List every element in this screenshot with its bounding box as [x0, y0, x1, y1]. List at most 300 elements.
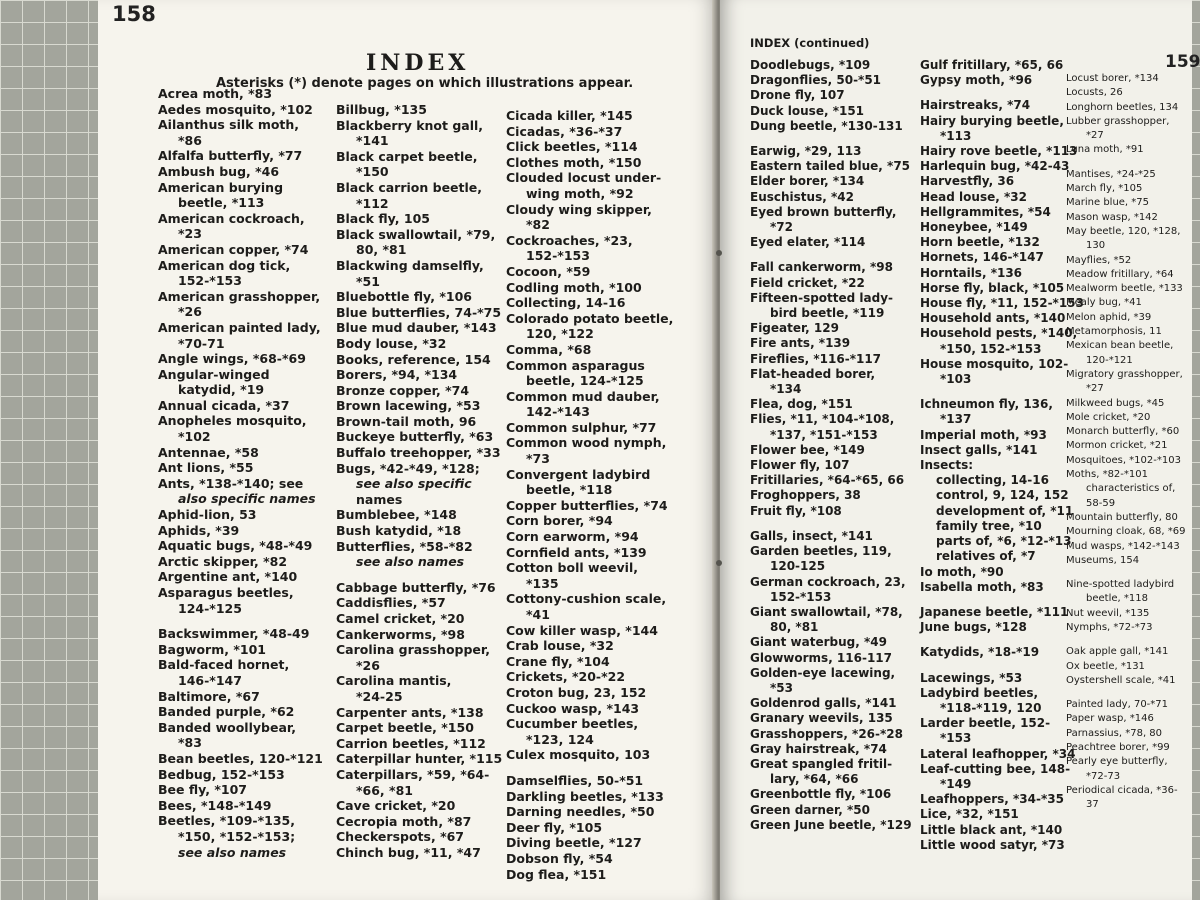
index-entry: May beetle, 120, *128, — [1066, 225, 1181, 237]
index-entry: Cornfield ants, *139 — [506, 544, 647, 560]
index-entry: Codling moth, *100 — [506, 279, 642, 295]
index-entry: Giant waterbug, *49 — [750, 635, 887, 650]
index-entry: 37 — [1086, 799, 1099, 811]
index-entry: Deer fly, *105 — [506, 819, 603, 835]
index-entry: Mormon cricket, *21 — [1066, 440, 1168, 452]
index-entry: Butterflies, *58-*82 — [336, 538, 473, 554]
index-entry: Fifteen-spotted lady- — [750, 290, 894, 305]
index-entry: Galls, insect, *141 — [750, 528, 873, 543]
index-entry: Bumblebee, *148 — [336, 507, 457, 523]
index-entry: Gulf fritillary, *65, 66 — [920, 58, 1064, 72]
index-entry: Brown lacewing, *53 — [336, 398, 481, 414]
index-entry: American dog tick, — [158, 257, 291, 273]
index-entry: Museums, 154 — [1066, 554, 1140, 566]
index-entry: Mountain butterfly, 80 — [1066, 511, 1178, 523]
index-entry: Isabella moth, *83 — [920, 579, 1044, 594]
index-entry: Ambush bug, *46 — [158, 163, 280, 179]
index-entry: Comma, *68 — [506, 341, 592, 357]
index-entry: Doodlebugs, *109 — [750, 58, 871, 72]
index-entry: Insects: — [920, 458, 974, 473]
index-entry: Lateral leafhopper, *34 — [920, 746, 1076, 761]
index-entry: Cockroaches, *23, — [506, 232, 633, 248]
index-entry: 130 — [1086, 240, 1106, 252]
index-entry: Cave cricket, *20 — [336, 798, 456, 814]
index-entry: Common wood nymph, — [506, 435, 667, 451]
index-entry: Baltimore, *67 — [158, 688, 260, 704]
index-entry: Ox beetle, *131 — [1066, 660, 1145, 672]
index-entry: 80, *81 — [356, 242, 407, 258]
index-entry: *72-73 — [1086, 770, 1121, 782]
index-entry: June bugs, *128 — [920, 620, 1027, 635]
index-entry: Bronze copper, *74 — [336, 382, 470, 398]
index-entry: Hairy burying beetle, — [920, 113, 1064, 128]
index-entry: see also names — [178, 844, 287, 860]
index-entry: *113 — [940, 128, 972, 143]
index-entry: Household ants, *140 — [920, 311, 1066, 326]
index-entry: German cockroach, 23, — [750, 574, 906, 589]
index-entry: Damselflies, 50-*51 — [506, 772, 644, 788]
index-entry: Horntails, *136 — [920, 265, 1023, 280]
right-page-number: 159 — [1165, 52, 1200, 72]
index-entry: Greenbottle fly, *106 — [750, 787, 892, 802]
section-gap — [1066, 635, 1191, 645]
index-entry: Bagworm, *101 — [158, 641, 266, 657]
index-entry: Crane fly, *104 — [506, 653, 610, 669]
index-entry: Colorado potato beetle, — [506, 310, 674, 326]
index-entry: Dog flea, *151 — [506, 866, 607, 882]
index-column — [336, 102, 504, 861]
index-entry: Io moth, *90 — [920, 564, 1004, 579]
index-entry: Banded purple, *62 — [158, 704, 295, 720]
index-entry: Blue mud dauber, *143 — [336, 320, 497, 336]
index-column — [506, 108, 711, 882]
index-entry: Carpenter ants, *138 — [336, 704, 484, 720]
index-entry: 58-59 — [1086, 497, 1116, 509]
index-entry: Euschistus, *42 — [750, 189, 854, 204]
index-entry: Alfalfa butterfly, *77 — [158, 148, 303, 164]
index-entry: Flower bee, *149 — [750, 442, 865, 457]
index-entry: Croton bug, 23, 152 — [506, 684, 647, 700]
index-entry: Peachtree borer, *99 — [1066, 742, 1170, 754]
index-entry: Mayflies, *52 — [1066, 254, 1132, 266]
index-entry: Migratory grasshopper, — [1066, 368, 1183, 380]
index-entry: Locust borer, *134 — [1066, 73, 1159, 84]
index-entry: Imperial moth, *93 — [920, 427, 1047, 442]
index-entry: Backswimmer, *48-49 — [158, 626, 310, 642]
index-entry: Mantises, *24-*25 — [1066, 168, 1156, 180]
index-entry: Borers, *94, *134 — [336, 367, 458, 383]
index-entry: Household pests, *140, — [920, 326, 1078, 341]
index-entry: *66, *81 — [356, 782, 413, 798]
index-entry: American cockroach, — [158, 210, 305, 226]
index-entry: Corn earworm, *94 — [506, 529, 639, 545]
index-entry: *137 — [940, 412, 972, 427]
index-entry: Diving beetle, *127 — [506, 835, 642, 851]
index-entry: Green darner, *50 — [750, 802, 870, 817]
index-entry: Collecting, 14-16 — [506, 295, 626, 311]
index-entry: *24-25 — [356, 688, 403, 704]
index-entry: Bluebottle fly, *106 — [336, 289, 472, 305]
index-entry: Clothes moth, *150 — [506, 154, 642, 170]
index-entry: Cocoon, *59 — [506, 263, 591, 279]
index-entry: Flat-headed borer, — [750, 366, 876, 381]
section-gap — [920, 661, 1062, 671]
index-entry: Field cricket, *22 — [750, 275, 865, 290]
index-entry: Cow killer wasp, *144 — [506, 622, 658, 638]
index-entry: collecting, 14-16 — [936, 473, 1049, 488]
section-gap — [1066, 688, 1191, 698]
index-entry: Acrea moth, *83 — [158, 86, 273, 101]
index-entry: Common sulphur, *77 — [506, 419, 657, 435]
index-entry: *41 — [526, 607, 550, 622]
index-entry: Bees, *148-*149 — [158, 797, 272, 813]
index-entry: House fly, *11, 152-*153 — [920, 296, 1084, 311]
section-gap — [506, 763, 711, 773]
index-entry: Crab louse, *32 — [506, 638, 614, 654]
index-entry: *150, *152-*153; — [178, 828, 296, 844]
index-entry: Garden beetles, 119, — [750, 544, 892, 559]
index-entry: Argentine ant, *140 — [158, 569, 298, 585]
index-entry: Caterpillar hunter, *115 — [336, 751, 503, 767]
index-entry: *27 — [1086, 383, 1104, 395]
index-entry: Cuckoo wasp, *143 — [506, 700, 640, 716]
index-entry: Caddisflies, *57 — [336, 595, 446, 611]
index-entry: Cabbage butterfly, *76 — [336, 579, 496, 595]
index-entry: Chinch bug, *11, *47 — [336, 844, 481, 860]
index-entry: Locusts, 26 — [1066, 87, 1123, 99]
index-entry: Horn beetle, *132 — [920, 235, 1040, 250]
index-entry: 142-*143 — [526, 404, 590, 420]
index-entry: Flea, dog, *151 — [750, 397, 853, 412]
index-entry: Little black ant, *140 — [920, 822, 1063, 837]
section-gap — [920, 635, 1062, 645]
index-entry: Marine blue, *75 — [1066, 197, 1150, 209]
index-entry: 152-*153 — [770, 589, 832, 604]
index-entry: Camel cricket, *20 — [336, 611, 465, 626]
section-gap — [1066, 158, 1191, 168]
index-entry: Eyed brown butterfly, — [750, 204, 897, 219]
index-entry: Goldenrod galls, *141 — [750, 696, 897, 711]
index-entry: relatives of, *7 — [936, 549, 1036, 564]
index-entry: Giant swallowtail, *78, — [750, 604, 903, 619]
index-entry: Grasshoppers, *26-*28 — [750, 726, 903, 741]
index-entry: Anopheles mosquito, — [158, 413, 307, 429]
index-column — [158, 86, 333, 860]
index-entry: Corn borer, *94 — [506, 513, 613, 529]
index-entry: *73 — [526, 451, 550, 467]
index-entry: American painted lady, — [158, 319, 321, 335]
index-entry: Dobson fly, *54 — [506, 850, 613, 866]
index-entry: Moths, *82-*101 — [1066, 469, 1148, 481]
index-entry: Caterpillars, *59, *64- — [336, 766, 490, 782]
index-entry: Oak apple gall, *141 — [1066, 646, 1169, 658]
index-entry: Luna moth, *91 — [1066, 144, 1144, 156]
index-entry: Mason wasp, *142 — [1066, 211, 1158, 223]
index-entry: Copper butterflies, *74 — [506, 497, 668, 513]
index-entry: *150 — [356, 164, 389, 180]
index-entry: *123, 124 — [526, 731, 594, 747]
index-entry: *137, *151-*153 — [770, 427, 878, 442]
index-entry: Katydids, *18-*19 — [920, 645, 1040, 660]
index-entry: Hairstreaks, *74 — [920, 98, 1031, 113]
index-entry: Brown-tail moth, 96 — [336, 413, 477, 429]
index-entry: Melon aphid, *39 — [1066, 311, 1152, 323]
index-entry: Little wood satyr, *73 — [920, 837, 1065, 852]
index-entry: Oystershell scale, *41 — [1066, 674, 1176, 686]
index-entry: Flies, *11, *104-*108, — [750, 412, 895, 427]
index-entry: Granary weevils, 135 — [750, 711, 893, 726]
index-entry: beetle, 124-*125 — [526, 373, 644, 389]
section-gap — [158, 616, 333, 626]
index-entry: Hornets, 146-*147 — [920, 250, 1044, 265]
index-entry: Buckeye butterfly, *63 — [336, 429, 494, 445]
index-entry: Mole cricket, *20 — [1066, 411, 1151, 423]
index-entry: Froghoppers, 38 — [750, 488, 861, 503]
index-entry: Carolina mantis, — [336, 673, 452, 689]
index-entry: Common mud dauber, — [506, 388, 660, 404]
index-entry: see also names — [356, 554, 465, 570]
index-entry: *53 — [770, 680, 793, 695]
index-entry: Fire ants, *139 — [750, 336, 851, 351]
index-entry: Flower fly, 107 — [750, 458, 850, 473]
index-entry: Head louse, *32 — [920, 189, 1027, 204]
index-entry: Culex mosquito, 103 — [506, 747, 651, 763]
index-column — [750, 58, 915, 833]
index-column — [920, 58, 1084, 853]
index-entry: names — [356, 491, 403, 507]
index-entry: American grasshopper, — [158, 288, 321, 304]
index-note: Asterisks (*) denote pages on which illustrations appear. — [216, 76, 634, 91]
index-entry: Click beetles, *114 — [506, 139, 638, 155]
index-entry: American burying — [158, 179, 284, 195]
index-entry: Leafhoppers, *34-*35 — [920, 792, 1064, 807]
index-entry: Dragonflies, 50-*51 — [750, 73, 882, 88]
index-entry: Bald-faced hornet, — [158, 657, 290, 673]
index-entry: *102 — [178, 429, 211, 445]
left-page — [98, 0, 718, 900]
index-entry: *23 — [178, 226, 202, 242]
binding-staple — [716, 560, 722, 566]
index-entry: Golden-eye lacewing, — [750, 665, 896, 680]
index-entry: Darning needles, *50 — [506, 804, 655, 820]
index-entry: *83 — [178, 735, 202, 751]
index-entry: Aphid-lion, 53 — [158, 507, 257, 523]
index-entry: Buffalo treehopper, *33 — [336, 445, 501, 461]
index-entry: see also specific — [356, 476, 472, 492]
index-entry: Black swallowtail, *79, — [336, 226, 496, 242]
index-entry: *72 — [770, 220, 793, 235]
index-entry: Parnassius, *78, 80 — [1066, 727, 1163, 739]
index-entry: Harvestfly, 36 — [920, 174, 1015, 189]
index-entry: Green June beetle, *129 — [750, 817, 912, 832]
index-entry: Gypsy moth, *96 — [920, 73, 1033, 88]
left-page-number: 158 — [112, 2, 156, 26]
index-entry: bird beetle, *119 — [770, 306, 885, 321]
index-entry: Fruit fly, *108 — [750, 503, 842, 518]
index-entry: *112 — [356, 195, 389, 211]
index-entry: *153 — [940, 731, 972, 746]
index-entry: Great spangled fritil- — [750, 756, 893, 771]
index-entry: *103 — [940, 372, 972, 387]
index-entry: Aphids, *39 — [158, 522, 240, 538]
index-entry: Bedbug, 152-*153 — [158, 766, 285, 782]
index-entry: Mourning cloak, 68, *69 — [1066, 526, 1186, 538]
index-entry: March fly, *105 — [1066, 183, 1143, 195]
index-entry: Earwig, *29, 113 — [750, 144, 862, 159]
index-entry: Hairy rove beetle, *113 — [920, 144, 1078, 159]
index-entry: Books, reference, 154 — [336, 351, 491, 367]
index-entry: Aedes mosquito, *102 — [158, 101, 313, 117]
index-entry: Mealworm beetle, *133 — [1066, 283, 1183, 295]
index-entry: beetle, *118 — [526, 482, 613, 498]
index-entry: Figeater, 129 — [750, 321, 839, 336]
index-entry: Angle wings, *68-*69 — [158, 351, 306, 367]
index-entry: Blue butterflies, 74-*75 — [336, 304, 502, 320]
index-entry: Glowworms, 116-117 — [750, 650, 893, 665]
index-entry: Ant lions, *55 — [158, 460, 254, 476]
index-entry: Honeybee, *149 — [920, 220, 1028, 235]
index-entry: Nine-spotted ladybird — [1066, 579, 1175, 591]
index-entry: Pearly eye butterfly, — [1066, 756, 1168, 768]
index-title: INDEX — [366, 50, 470, 76]
index-entry: Cankerworms, *98 — [336, 626, 465, 642]
index-entry: Mealy bug, *41 — [1066, 297, 1142, 309]
index-entry: Ants, *138-*140; see — [158, 475, 304, 491]
index-entry: Mosquitoes, *102-*103 — [1066, 454, 1181, 466]
index-entry: Ichneumon fly, 136, — [920, 397, 1053, 412]
index-entry: Angular-winged — [158, 366, 270, 382]
index-entry: Cicadas, *36-*37 — [506, 123, 623, 139]
index-entry: Aquatic bugs, *48-*49 — [158, 538, 313, 554]
index-entry: Ladybird beetles, — [920, 685, 1039, 700]
index-entry: *134 — [770, 382, 802, 397]
index-entry: *70-71 — [178, 335, 225, 351]
index-entry: Crickets, *20-*22 — [506, 669, 626, 685]
index-entry: Eyed elater, *114 — [750, 235, 866, 250]
section-gap — [750, 519, 915, 529]
index-entry: Leaf-cutting bee, 148- — [920, 761, 1071, 776]
index-entry: Asparagus beetles, — [158, 585, 294, 600]
index-entry: House mosquito, 102- — [920, 356, 1069, 371]
index-entry: Insect galls, *141 — [920, 442, 1038, 457]
index-entry: beetle, *113 — [178, 195, 265, 211]
index-entry: Duck louse, *151 — [750, 103, 865, 118]
index-entry: *150, 152-*153 — [940, 341, 1042, 356]
index-entry: Meadow fritillary, *64 — [1066, 268, 1174, 280]
index-entry: Eastern tailed blue, *75 — [750, 159, 911, 174]
index-entry: Black carpet beetle, — [336, 148, 478, 164]
index-entry: 152-*153 — [178, 273, 242, 289]
index-entry: lary, *64, *66 — [770, 772, 859, 787]
index-entry: Hellgrammites, *54 — [920, 204, 1051, 219]
index-entry: Drone fly, 107 — [750, 88, 845, 103]
index-entry: Cecropia moth, *87 — [336, 813, 472, 829]
index-entry: *26 — [178, 304, 202, 320]
index-entry: Black carrion beetle, — [336, 179, 483, 195]
index-entry: Carolina grasshopper, — [336, 642, 490, 658]
index-entry: *86 — [178, 132, 202, 148]
index-entry: Dung beetle, *130-131 — [750, 118, 903, 133]
section-gap — [920, 88, 1062, 98]
index-entry: Nut weevil, *135 — [1066, 607, 1150, 619]
index-entry: Lubber grasshopper, — [1066, 115, 1170, 127]
index-entry: Cotton boll weevil, — [506, 560, 638, 576]
binding-staple — [716, 250, 722, 256]
index-entry: *51 — [356, 273, 380, 289]
index-entry: Black fly, 105 — [336, 211, 430, 227]
index-entry: 120, *122 — [526, 326, 594, 342]
index-entry: Banded woollybear, — [158, 719, 296, 735]
index-entry: 152-*153 — [526, 248, 590, 264]
index-entry: Nymphs, *72-*73 — [1066, 621, 1153, 633]
index-entry: Bean beetles, 120-*121 — [158, 750, 323, 766]
index-entry: Cucumber beetles, — [506, 716, 639, 732]
index-entry: Gray hairstreak, *74 — [750, 741, 887, 756]
index-entry: 146-*147 — [178, 672, 242, 688]
index-entry: Cicada killer, *145 — [506, 108, 633, 123]
index-entry: beetle, *118 — [1086, 593, 1148, 605]
index-entry: also specific names — [178, 491, 316, 507]
index-entry: *149 — [940, 776, 972, 791]
index-entry: Japanese beetle, *111 — [920, 604, 1069, 619]
index-entry: katydid, *19 — [178, 382, 265, 398]
index-entry: Fireflies, *116-*117 — [750, 351, 882, 366]
index-entry: Darkling beetles, *133 — [506, 788, 664, 804]
section-gap — [920, 595, 1062, 605]
index-entry: Cloudy wing skipper, — [506, 201, 652, 217]
section-gap — [336, 570, 504, 580]
index-entry: Common asparagus — [506, 357, 645, 373]
index-entry: Billbug, *135 — [336, 102, 427, 117]
index-entry: *141 — [356, 133, 389, 149]
index-entry: wing moth, *92 — [526, 185, 634, 201]
index-entry: Blackwing damselfly, — [336, 257, 484, 273]
index-entry: Horse fly, black, *105 — [920, 280, 1065, 295]
index-entry: Clouded locust under- — [506, 170, 662, 186]
section-gap — [750, 134, 915, 144]
section-gap — [920, 387, 1062, 397]
index-entry: development of, *11 — [936, 503, 1074, 518]
right-page — [720, 0, 1200, 900]
index-entry: *26 — [356, 657, 380, 673]
index-entry: *135 — [526, 575, 559, 591]
index-entry: Beetles, *109-*135, — [158, 813, 295, 829]
index-continued-heading: INDEX (continued) — [750, 36, 870, 50]
index-entry: Fritillaries, *64-*65, 66 — [750, 473, 905, 488]
index-entry: Carpet beetle, *150 — [336, 720, 474, 736]
section-gap — [1066, 568, 1191, 578]
index-entry: Arctic skipper, *82 — [158, 553, 288, 569]
index-entry: characteristics of, — [1086, 483, 1176, 495]
index-entry: 80, *81 — [770, 620, 819, 635]
index-entry: 124-*125 — [178, 600, 242, 616]
index-entry: Antennae, *58 — [158, 444, 259, 460]
section-gap — [750, 250, 915, 260]
index-entry: Convergent ladybird — [506, 466, 651, 482]
index-entry: 120-*121 — [1086, 354, 1133, 366]
index-entry: Fall cankerworm, *98 — [750, 260, 893, 275]
index-entry: Blackberry knot gall, — [336, 117, 484, 133]
index-entry: Mud wasps, *142-*143 — [1066, 540, 1180, 552]
index-entry: Paper wasp, *146 — [1066, 713, 1154, 725]
index-entry: Longhorn beetles, 134 — [1066, 101, 1179, 113]
index-entry: Ailanthus silk moth, — [158, 117, 300, 133]
index-entry: Bee fly, *107 — [158, 782, 248, 798]
index-entry: parts of, *6, *12-*13 — [936, 534, 1072, 549]
index-entry: Annual cicada, *37 — [158, 397, 290, 413]
index-entry: Body louse, *32 — [336, 335, 447, 351]
index-entry: Painted lady, 70-*71 — [1066, 699, 1169, 711]
